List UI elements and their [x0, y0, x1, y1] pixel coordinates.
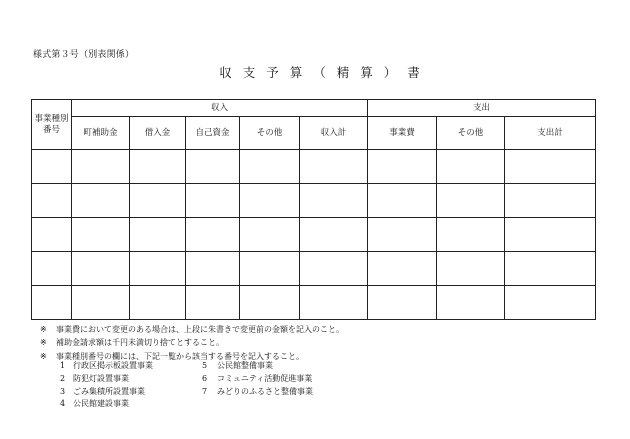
category-number-cell[interactable]	[32, 150, 72, 184]
amount-cell[interactable]	[437, 218, 505, 252]
amount-cell[interactable]	[130, 218, 186, 252]
code-label: コミュニティ活動促進事業	[217, 373, 313, 383]
amount-cell[interactable]	[368, 286, 437, 320]
amount-cell[interactable]	[72, 286, 130, 320]
category-header-line2: 番号	[42, 124, 60, 135]
amount-cell[interactable]	[300, 150, 368, 184]
table-row	[32, 184, 596, 218]
code-number: 5	[202, 361, 208, 370]
amount-cell[interactable]	[186, 218, 240, 252]
category-number-cell[interactable]	[32, 286, 72, 320]
code-label: 行政区掲示板設置事業	[73, 361, 153, 370]
amount-cell[interactable]	[505, 150, 596, 184]
table-row	[32, 218, 596, 252]
category-number-cell[interactable]	[32, 184, 72, 218]
amount-cell[interactable]	[72, 184, 130, 218]
amount-cell[interactable]	[186, 150, 240, 184]
note-text: 事業費において変更のある場合は、上段に朱書きで変更前の金額を記入のこと。	[56, 325, 344, 334]
amount-cell[interactable]	[186, 286, 240, 320]
col-expense-other: その他	[437, 117, 505, 150]
note-item	[40, 336, 344, 349]
code-number: 7	[202, 386, 208, 396]
code-number: 2	[60, 373, 66, 383]
note-mark: ※	[40, 338, 47, 348]
income-header: 収入	[72, 100, 368, 117]
amount-cell[interactable]	[130, 286, 186, 320]
amount-cell[interactable]	[437, 286, 505, 320]
amount-cell[interactable]	[368, 218, 437, 252]
code-number: 3	[60, 386, 66, 396]
amount-cell[interactable]	[240, 184, 300, 218]
amount-cell[interactable]	[368, 184, 437, 218]
amount-cell[interactable]	[368, 150, 437, 184]
amount-cell[interactable]	[130, 184, 186, 218]
note-text: 補助金請求額は千円未満切り捨てとすること。	[56, 338, 224, 348]
amount-cell[interactable]	[300, 218, 368, 252]
amount-cell[interactable]	[240, 252, 300, 286]
col-income-total: 収入計	[300, 117, 368, 150]
code-label: みどりのふるさと整備事業	[217, 386, 313, 396]
amount-cell[interactable]	[437, 150, 505, 184]
code-number: 4	[60, 399, 66, 409]
col-town-subsidy: 町補助金	[72, 117, 130, 150]
amount-cell[interactable]	[300, 252, 368, 286]
code-label: 防犯灯設置事業	[73, 373, 129, 383]
code-label: 公民館建設事業	[73, 399, 129, 409]
col-income-other: その他	[240, 117, 300, 150]
amount-cell[interactable]	[300, 286, 368, 320]
amount-cell[interactable]	[437, 184, 505, 218]
category-header-line1: 事業種別	[34, 114, 69, 125]
col-project-cost: 事業費	[368, 117, 437, 150]
form-number: 様式第３号（別表関係）	[33, 50, 135, 60]
code-number: 1	[60, 361, 66, 370]
table-row	[32, 150, 596, 184]
amount-cell[interactable]	[240, 218, 300, 252]
amount-cell[interactable]	[368, 252, 437, 286]
amount-cell[interactable]	[300, 184, 368, 218]
note-mark: ※	[40, 351, 47, 361]
table-row	[32, 252, 596, 286]
notes-section	[40, 323, 344, 363]
amount-cell[interactable]	[240, 150, 300, 184]
expense-header: 支出	[368, 100, 596, 117]
category-number-header	[32, 100, 72, 150]
amount-cell[interactable]	[240, 286, 300, 320]
amount-cell[interactable]	[505, 252, 596, 286]
amount-cell[interactable]	[505, 218, 596, 252]
category-number-cell[interactable]	[32, 252, 72, 286]
amount-cell[interactable]	[505, 286, 596, 320]
amount-cell[interactable]	[186, 252, 240, 286]
budget-table	[31, 99, 596, 320]
category-code-list	[60, 360, 313, 411]
amount-cell[interactable]	[437, 252, 505, 286]
amount-cell[interactable]	[72, 252, 130, 286]
note-item	[40, 323, 344, 336]
col-own-funds: 自己資金	[186, 117, 240, 150]
note-text: 事業種別番号の欄には、下記一覧から該当する番号を記入すること。	[56, 351, 304, 361]
amount-cell[interactable]	[505, 184, 596, 218]
amount-cell[interactable]	[72, 218, 130, 252]
col-expense-total: 支出計	[505, 117, 596, 150]
code-label: ごみ集積所設置事業	[73, 386, 145, 396]
amount-cell[interactable]	[130, 252, 186, 286]
code-label: 公民館整備事業	[217, 361, 273, 370]
amount-cell[interactable]	[186, 184, 240, 218]
amount-cell[interactable]	[130, 150, 186, 184]
code-number: 6	[202, 373, 208, 383]
col-borrowing: 借入金	[130, 117, 186, 150]
table-row	[32, 286, 596, 320]
page-title: 収支予算（精算）書	[219, 65, 431, 80]
amount-cell[interactable]	[72, 150, 130, 184]
category-number-cell[interactable]	[32, 218, 72, 252]
note-mark: ※	[40, 325, 47, 334]
